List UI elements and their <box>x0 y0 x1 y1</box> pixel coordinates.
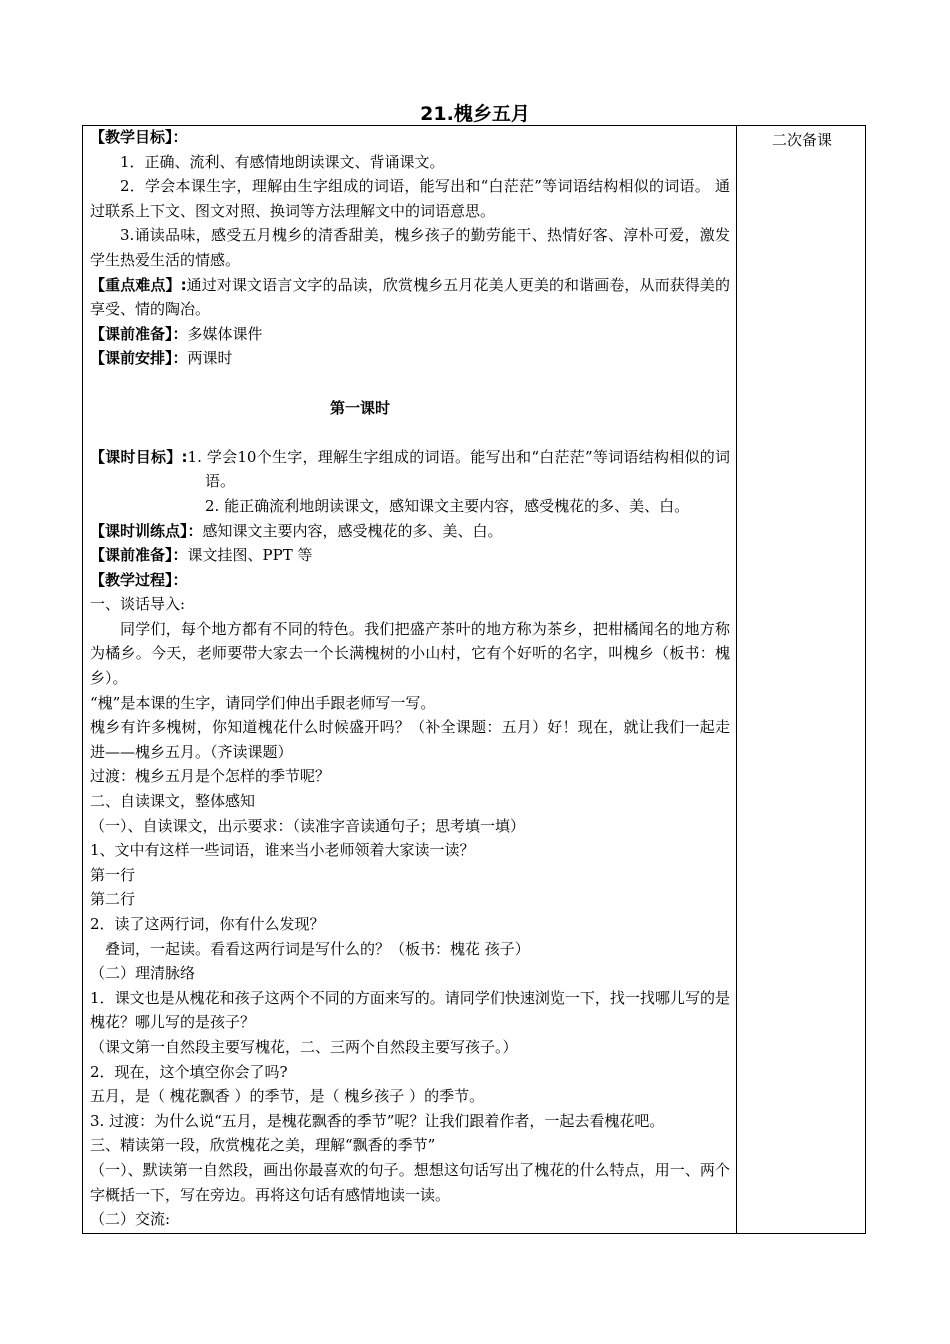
process-paragraph: 3. 过渡：为什么说“五月，是槐花飘香的季节”呢？让我们跟着作者，一起去看槐花吧。 <box>90 1111 665 1130</box>
process-paragraph: 三、精读第一段，欣赏槐花之美，理解“飘香的季节” <box>90 1136 436 1155</box>
process-paragraph: （二）理清脉络 <box>90 964 196 983</box>
blank-line <box>90 371 730 396</box>
process-paragraph: 二、自读课文，整体感知 <box>90 792 256 811</box>
objectives-heading: 【教学目标】： <box>90 128 188 146</box>
objective-item: 2．学会本课生字，理解由生字组成的词语，能写出和“白茫茫”等词语结构相似的词语。 通过联系上下文、图文对照、换词等方法理解文中的词语意思。 <box>90 177 730 220</box>
arrange-label: 【课前安排】： <box>90 349 188 368</box>
training-label: 【课时训练点】： <box>90 521 203 540</box>
second-prep-column <box>736 125 866 1234</box>
process-paragraph: 过渡：槐乡五月是个怎样的季节呢？ <box>90 767 331 786</box>
lesson1-goal-2: 2. 能正确流利地朗读课文，感知课文主要内容，感受槐花的多、美、白。 <box>205 496 690 515</box>
objective-item: 3.诵读品味，感受五月槐乡的清香甜美，槐乡孩子的勤劳能干、热情好客、淳朴可爱，激发学生热爱生活的情感。 <box>90 226 730 269</box>
process-paragraph: （二）交流: <box>90 1210 171 1229</box>
objective-item: 1．正确、流利、有感情地朗读课文、背诵课文。 <box>120 152 445 171</box>
lesson1-prep-label: 【课前准备】： <box>90 546 188 565</box>
key-points-label: 【重点难点】: <box>90 275 187 294</box>
process-paragraph: 1、文中有这样一些词语，谁来当小老师领着大家读一读？ <box>90 841 475 860</box>
blank-line <box>90 420 730 445</box>
process-paragraph: 2．现在，这个填空你会了吗? <box>90 1062 288 1081</box>
process-paragraph: 一、谈话导入: <box>90 595 186 614</box>
process-paragraph: （课文第一自然段主要写槐花，二、三两个自然段主要写孩子。） <box>90 1037 518 1056</box>
arrange-row <box>90 346 730 371</box>
process-paragraph: 叠词，一起读。看看这两行词是写什么的？（板书：槐花 孩子） <box>105 939 530 958</box>
prep-row <box>90 322 730 347</box>
prep-label: 【课前准备】： <box>90 324 188 343</box>
page-title: 21.槐乡五月 <box>420 103 530 125</box>
process-list <box>90 592 730 1231</box>
process-paragraph: （一）、自读课文，出示要求：（读准字音读通句子；思考填一填） <box>90 816 526 835</box>
process-paragraph: 同学们，每个地方都有不同的特色。我们把盛产茶叶的地方称为茶乡，把柑橘闻名的地方称为橘乡。今天，老师要带大家去一个长满槐树的小山村，它有个好听的名字，叫槐乡（板书：槐乡）。 <box>90 619 730 688</box>
key-points-row <box>90 273 730 322</box>
lesson1-goal-row <box>90 445 730 494</box>
training-row <box>90 519 730 544</box>
second-prep-label: 二次备课 <box>771 131 832 149</box>
lesson1-goals-label: 【课时目标】: <box>90 447 188 466</box>
process-paragraph: 2．读了这两行词，你有什么发现？ <box>90 915 325 933</box>
process-paragraph: “槐”是本课的生字，请同学们伸出手跟老师写一写。 <box>90 693 436 712</box>
lesson-content <box>90 125 730 1232</box>
training-text: 感知课文主要内容，感受槐花的多、美、白。 <box>202 521 503 540</box>
prep-text: 多媒体课件 <box>187 324 263 343</box>
process-paragraph: （一）、默读第一自然段，画出你最喜欢的句子。想想这句话写出了槐花的什么特点，用一、两个字概括一下，写在旁边。再将这句话有感情地读一读。 <box>90 1160 730 1204</box>
process-paragraph: 1．课文也是从槐花和孩子这两个不同的方面来写的。请同学们快速浏览一下，找一找哪儿写的是槐花？哪儿写的是孩子？ <box>90 988 730 1032</box>
process-paragraph: 槐乡有许多槐树，你知道槐花什么时候盛开吗？（补全课题：五月）好！现在，就让我们一起走进——槐乡五月。（齐读课题） <box>90 718 730 761</box>
process-paragraph: 第一行 <box>90 865 136 884</box>
process-heading: 【教学过程】： <box>90 570 188 589</box>
process-paragraph: 第二行 <box>90 890 136 909</box>
lesson1-goal-1: 1. 学会10个生字，理解生字组成的词语。能写出和“白茫茫”等词语结构相似的词语。 <box>187 447 731 491</box>
process-paragraph: 五月，是（ 槐花飘香 ）的季节，是（ 槐乡孩子 ）的季节。 <box>90 1087 485 1106</box>
key-points-text: 通过对课文语言文字的品读，欣赏槐乡五月花美人更美的和谐画卷，从而获得美的享受、情的陶冶。 <box>90 275 730 319</box>
lesson1-prep-text: 课文挂图、PPT 等 <box>187 546 313 565</box>
lesson1-heading: 第一课时 <box>329 398 390 417</box>
arrange-text: 两课时 <box>187 349 233 368</box>
lesson1-prep-row <box>90 543 730 568</box>
